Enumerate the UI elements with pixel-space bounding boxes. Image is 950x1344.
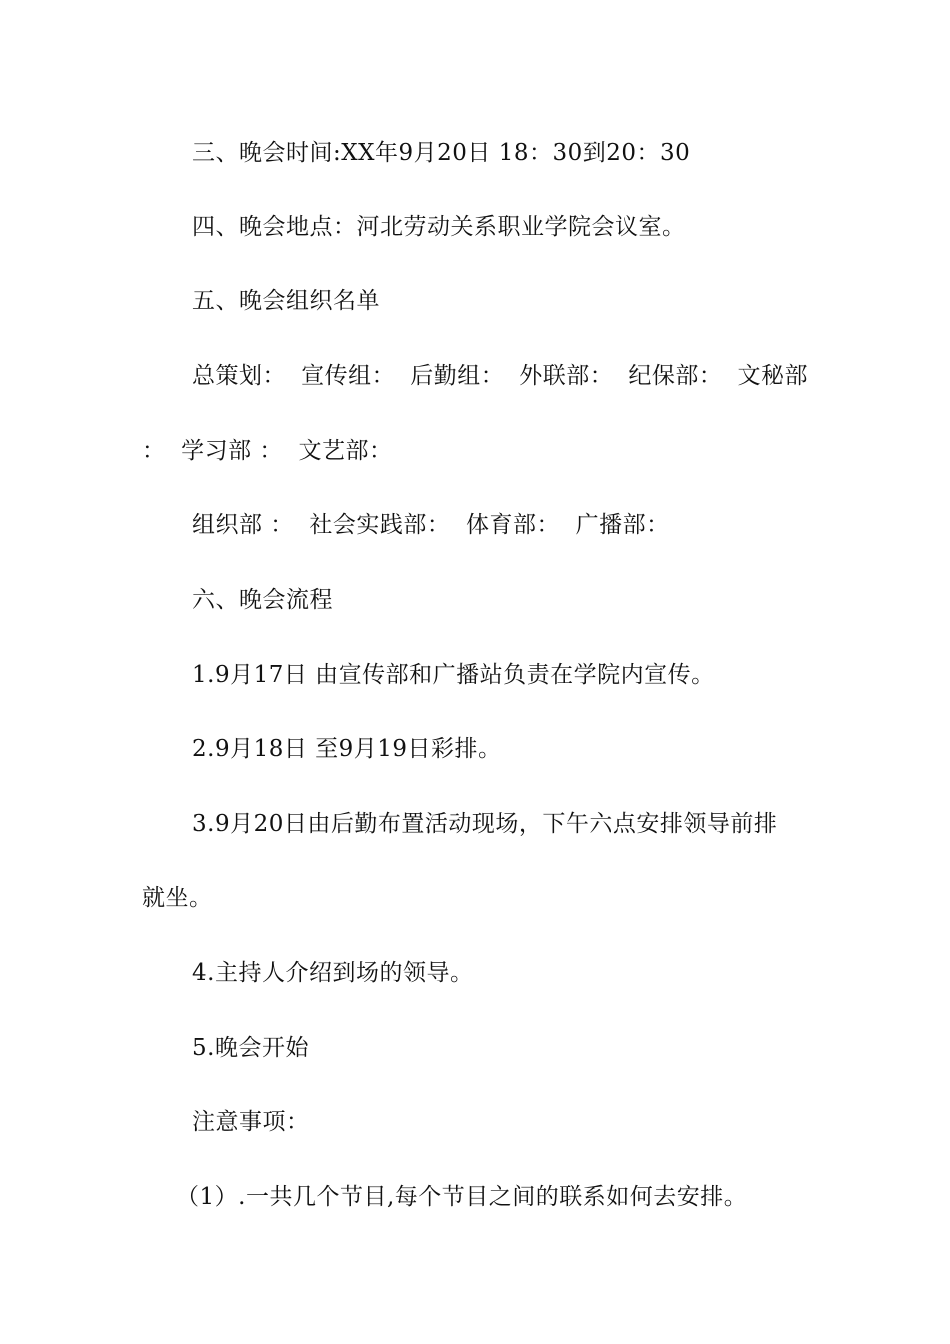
role-secretariat: 文秘部 [737, 363, 808, 389]
process-step-3: 3.9月20日由后勤布置活动现场，下午六点安排领导前排 [192, 811, 778, 837]
process-step-1: 1.9月17日 由宣传部和广播站负责在学院内宣传。 [192, 662, 715, 688]
note-item-1: （1）.一共几个节目,每个节目之间的联系如何去安排。 [176, 1184, 748, 1210]
organization-roles-line-2: 组织部 ： 社会实践部： 体育部： 广播部： [192, 512, 670, 538]
role-chief-planner: 总策划： [192, 363, 286, 389]
notes-heading: 注意事项： [192, 1109, 310, 1135]
role-discipline-security: 纪保部： [628, 363, 723, 389]
section-organization-list-heading: 五、晚会组织名单 [192, 288, 380, 314]
organization-roles-continued: ： 学习部 ： 文艺部： [142, 438, 393, 464]
role-logistics-group: 后勤组： [410, 363, 505, 389]
section-party-process-heading: 六、晚会流程 [192, 587, 333, 613]
process-step-5: 5.晚会开始 [192, 1035, 309, 1061]
process-step-3-continued: 就坐。 [142, 885, 213, 911]
process-step-4: 4.主持人介绍到场的领导。 [192, 960, 474, 986]
organization-roles-line [192, 361, 808, 391]
process-step-2: 2.9月18日 至9月19日彩排。 [192, 736, 502, 762]
section-party-location: 四、晚会地点：河北劳动关系职业学院会议室。 [192, 214, 686, 240]
section-party-time: 三、晚会时间:XX年9月20日 18：30到20：30 [192, 140, 691, 166]
role-external-relations: 外联部： [519, 363, 614, 389]
role-publicity-group: 宣传组： [301, 363, 396, 389]
